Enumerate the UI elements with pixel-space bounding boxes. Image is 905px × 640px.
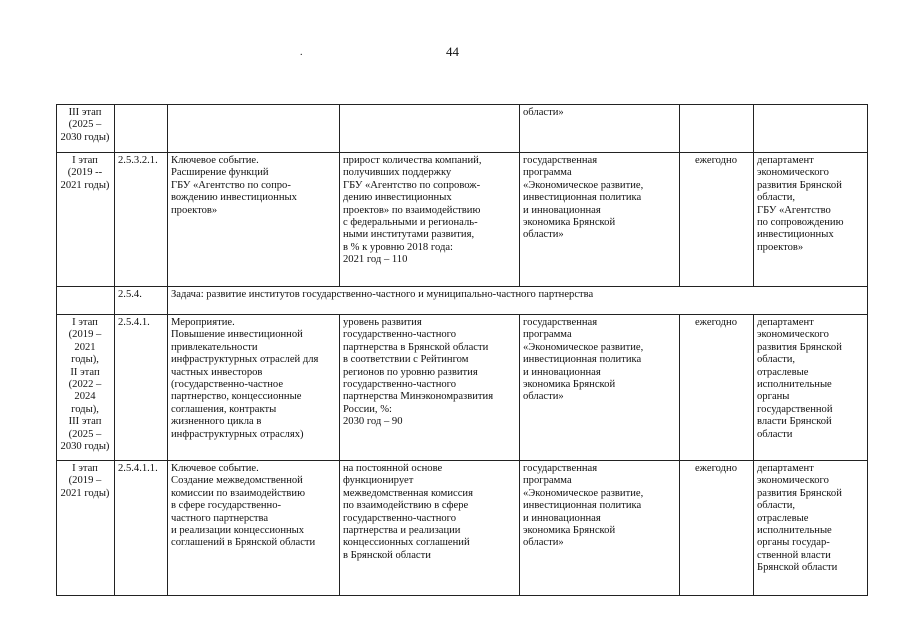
- program-cell: области»: [520, 105, 680, 153]
- task-row: [57, 287, 868, 315]
- code-cell: 2.5.4.1.: [115, 315, 168, 461]
- indicator-cell: на постоянной основе функционирует межведомственная комиссия по взаимодействию в сфере государственно-частного партнерства и реализации концессионных соглашений в Брянской области: [340, 461, 520, 596]
- period-cell: [680, 105, 754, 153]
- plan-table: [56, 104, 868, 596]
- period-cell: ежегодно: [680, 461, 754, 596]
- name-cell: Ключевое событие. Создание межведомственной комиссии по взаимодействию в сфере государственно- частного партнерства и реализации концессионных соглашений в Брянской области: [168, 461, 340, 596]
- responsible-cell: [754, 105, 868, 153]
- name-cell: Мероприятие. Повышение инвестиционной привлекательности инфраструктурных отраслей для частных инвесторов (государственно-частное партнерство, концессионные соглашения, контракты жизненного цикла в инфраструктурных отраслях): [168, 315, 340, 461]
- program-cell: государственная программа «Экономическое развитие, инвестиционная политика и инновационная экономика Брянской области»: [520, 461, 680, 596]
- task-text-cell: Задача: развитие институтов государственно-частного и муниципально-частного партнерства: [168, 287, 868, 315]
- name-cell: Ключевое событие. Расширение функций ГБУ «Агентство по сопро- вождению инвестиционных проектов»: [168, 153, 340, 287]
- period-cell: ежегодно: [680, 153, 754, 287]
- page-number: 44: [446, 44, 459, 59]
- responsible-cell: департамент экономического развития Брянской области, ГБУ «Агентство по сопровождению инвестиционных проектов»: [754, 153, 868, 287]
- indicator-cell: уровень развития государственно-частного партнерства в Брянской области в соответствии с Рейтингом регионов по уровню развития государственно-частного партнерства Минэкономразвития России, %: 2030 год – 90: [340, 315, 520, 461]
- responsible-cell: департамент экономического развития Брянской области, отраслевые исполнительные органы государ- ственной власти Брянской области: [754, 461, 868, 596]
- table-row: [57, 153, 868, 287]
- stage-cell: I этап (2019 -- 2021 годы): [57, 153, 115, 287]
- program-cell: государственная программа «Экономическое развитие, инвестиционная политика и инновационная экономика Брянской области»: [520, 315, 680, 461]
- stray-mark: .: [300, 47, 303, 58]
- task-empty-cell: [57, 287, 115, 315]
- period-cell: ежегодно: [680, 315, 754, 461]
- code-cell: 2.5.3.2.1.: [115, 153, 168, 287]
- indicator-cell: [340, 105, 520, 153]
- table-row: [57, 461, 868, 596]
- indicator-cell: прирост количества компаний, получивших поддержку ГБУ «Агентство по сопровож- дению инвестиционных проектов» по взаимодействию с федеральными и региональ- ными институтами развития, в % к уровню 2018 года: 2021 год – 110: [340, 153, 520, 287]
- stage-cell: I этап (2019 – 2021 годы), II этап (2022 – 2024 годы), III этап (2025 – 2030 годы): [57, 315, 115, 461]
- code-cell: 2.5.4.1.1.: [115, 461, 168, 596]
- stage-cell: I этап (2019 – 2021 годы): [57, 461, 115, 596]
- name-cell: [168, 105, 340, 153]
- program-cell: государственная программа «Экономическое развитие, инвестиционная политика и инновационная экономика Брянской области»: [520, 153, 680, 287]
- code-cell: [115, 105, 168, 153]
- stage-cell: III этап (2025 – 2030 годы): [57, 105, 115, 153]
- responsible-cell: департамент экономического развития Брянской области, отраслевые исполнительные органы государственной власти Брянской области: [754, 315, 868, 461]
- task-code-cell: 2.5.4.: [115, 287, 168, 315]
- table-row: [57, 105, 868, 153]
- table-row: [57, 315, 868, 461]
